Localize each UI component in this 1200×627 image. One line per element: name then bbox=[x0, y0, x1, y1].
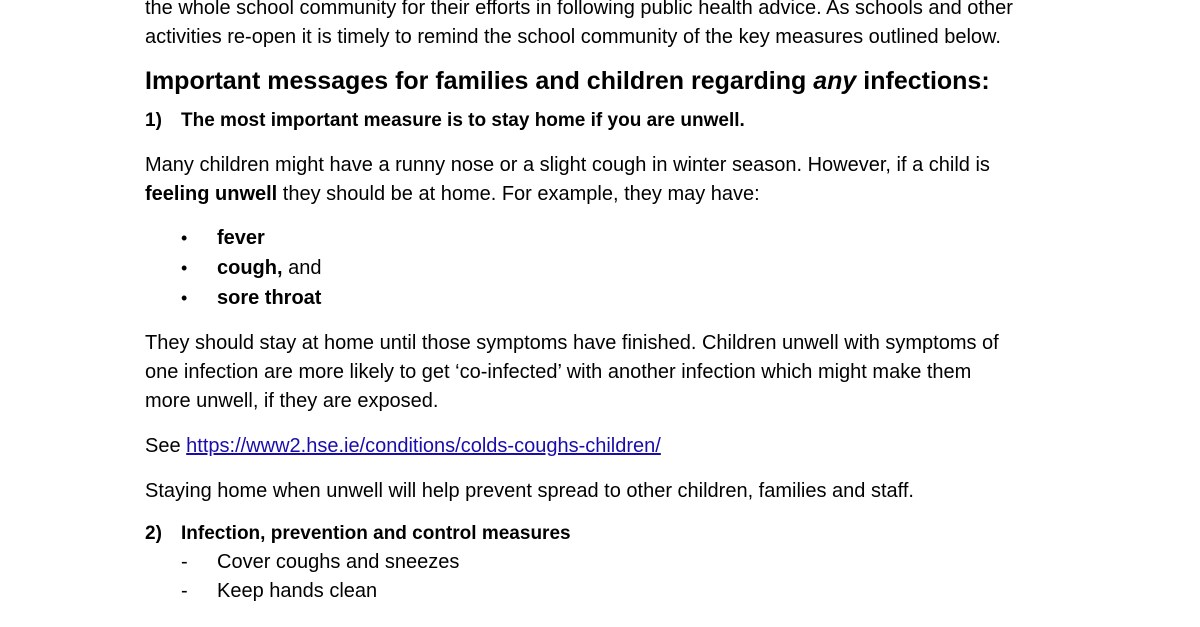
symptom-name: cough, bbox=[217, 257, 283, 279]
list-item bbox=[181, 577, 1085, 606]
dash-icon: - bbox=[181, 551, 188, 573]
section-1-para2-line-3: more unwell, if they are exposed. bbox=[145, 390, 439, 412]
hse-colds-link[interactable]: https://www2.hse.ie/conditions/colds-coughs-children/ bbox=[186, 435, 661, 457]
section-1-para1-line-2 bbox=[145, 180, 1085, 209]
measures-list bbox=[181, 548, 1085, 606]
section-1-para2-line-2: one infection are more likely to get ‘co-infected’ with another infection which might make them bbox=[145, 361, 972, 383]
section-1-para1-line-2-rest: they should be at home. For example, they may have: bbox=[277, 183, 760, 205]
section-1-paragraph-1 bbox=[145, 151, 1085, 209]
feeling-unwell-text: feeling unwell bbox=[145, 183, 278, 205]
symptom-name: sore throat bbox=[217, 287, 322, 309]
dash-icon: - bbox=[181, 580, 188, 602]
heading-before: Important messages for families and children regarding bbox=[145, 67, 814, 95]
document-page bbox=[145, 0, 1085, 606]
section-2-heading bbox=[145, 520, 1085, 548]
intro-line-1: the whole school community for their efforts in following public health advice. As schools and other bbox=[145, 0, 1013, 19]
list-item bbox=[181, 548, 1085, 577]
section-1-paragraph-2 bbox=[145, 329, 1085, 416]
heading-after: infections: bbox=[856, 67, 990, 95]
list-item bbox=[181, 283, 1085, 313]
section-1-para2-line-1: They should stay at home until those symptoms have finished. Children unwell with symptoms of bbox=[145, 332, 999, 354]
bullet-icon: • bbox=[181, 288, 188, 308]
staying-home-line: Staying home when unwell will help prevent spread to other children, families and staff. bbox=[145, 480, 914, 502]
intro-line-2: activities re-open it is timely to remind the school community of the key measures outlined below. bbox=[145, 26, 1001, 48]
main-heading bbox=[145, 65, 1085, 97]
section-2-number: 2) bbox=[145, 523, 162, 544]
list-item bbox=[181, 223, 1085, 253]
section-1-heading bbox=[145, 107, 1085, 135]
section-1-para1-line-1: Many children might have a runny nose or a slight cough in winter season. However, if a child is bbox=[145, 154, 990, 176]
symptom-list bbox=[181, 223, 1085, 313]
measure-text: Keep hands clean bbox=[217, 580, 378, 602]
symptom-name: fever bbox=[217, 227, 265, 249]
section-1-title: The most important measure is to stay home if you are unwell. bbox=[181, 110, 745, 131]
symptom-rest: and bbox=[282, 257, 322, 279]
heading-emphasis: any bbox=[813, 67, 857, 95]
see-prefix: See bbox=[145, 435, 187, 457]
see-link-line bbox=[145, 432, 1085, 461]
bullet-icon: • bbox=[181, 258, 188, 278]
list-item bbox=[181, 253, 1085, 283]
section-2-title: Infection, prevention and control measures bbox=[181, 523, 571, 544]
bullet-icon: • bbox=[181, 228, 188, 248]
section-1-number: 1) bbox=[145, 110, 162, 131]
measure-text: Cover coughs and sneezes bbox=[217, 551, 460, 573]
